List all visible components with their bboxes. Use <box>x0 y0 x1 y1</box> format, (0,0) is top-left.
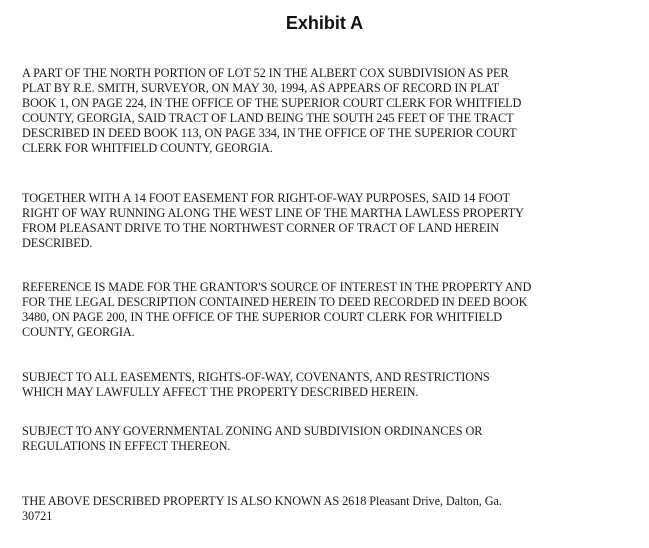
text-line: DESCRIBED IN DEED BOOK 113, ON PAGE 334, IN THE OFFICE OF THE SUPERIOR COURT <box>22 126 517 140</box>
text-line: RIGHT OF WAY RUNNING ALONG THE WEST LINE OF THE MARTHA LAWLESS PROPERTY <box>22 206 524 220</box>
legal-description-paragraph <box>22 66 634 156</box>
easements-subject-paragraph <box>22 370 634 400</box>
document-title: Exhibit A <box>285 13 364 33</box>
easement-paragraph <box>22 191 634 251</box>
text-line: DESCRIBED. <box>22 236 93 250</box>
text-line: FOR THE LEGAL DESCRIPTION CONTAINED HEREIN TO DEED RECORDED IN DEED BOOK <box>22 295 528 309</box>
text-line: WHICH MAY LAWFULLY AFFECT THE PROPERTY DESCRIBED HEREIN. <box>22 385 419 399</box>
text-line: REGULATIONS IN EFFECT THEREON. <box>22 439 231 453</box>
source-of-interest-paragraph <box>22 280 634 340</box>
text-line: CLERK FOR WHITFIELD COUNTY, GEORGIA. <box>22 141 273 155</box>
text-line: 30721 <box>22 509 53 523</box>
text-line: REFERENCE IS MADE FOR THE GRANTOR'S SOURCE OF INTEREST IN THE PROPERTY AND <box>22 280 532 294</box>
text-line: SUBJECT TO ALL EASEMENTS, RIGHTS-OF-WAY, COVENANTS, AND RESTRICTIONS <box>22 370 490 384</box>
text-line: TOGETHER WITH A 14 FOOT EASEMENT FOR RIGHT-OF-WAY PURPOSES, SAID 14 FOOT <box>22 191 510 205</box>
text-line: COUNTY, GEORGIA. <box>22 325 135 339</box>
text-line: BOOK 1, ON PAGE 224, IN THE OFFICE OF THE SUPERIOR COURT CLERK FOR WHITFIELD <box>22 96 522 110</box>
text-line: 3480, ON PAGE 200, IN THE OFFICE OF THE SUPERIOR COURT CLERK FOR WHITFIELD <box>22 310 503 324</box>
text-line: COUNTY, GEORGIA, SAID TRACT OF LAND BEING THE SOUTH 245 FEET OF THE TRACT <box>22 111 514 125</box>
property-address-paragraph <box>22 494 634 524</box>
text-line: SUBJECT TO ANY GOVERNMENTAL ZONING AND SUBDIVISION ORDINANCES OR <box>22 424 483 438</box>
text-line: A PART OF THE NORTH PORTION OF LOT 52 IN THE ALBERT COX SUBDIVISION AS PER <box>22 66 509 80</box>
text-line: THE ABOVE DESCRIBED PROPERTY IS ALSO KNOWN AS 2618 Pleasant Drive, Dalton, Ga. <box>22 494 502 508</box>
zoning-subject-paragraph <box>22 424 634 454</box>
text-line: PLAT BY R.E. SMITH, SURVEYOR, ON MAY 30, 1994, AS APPEARS OF RECORD IN PLAT <box>22 81 500 95</box>
text-line: FROM PLEASANT DRIVE TO THE NORTHWEST CORNER OF TRACT OF LAND HEREIN <box>22 221 500 235</box>
